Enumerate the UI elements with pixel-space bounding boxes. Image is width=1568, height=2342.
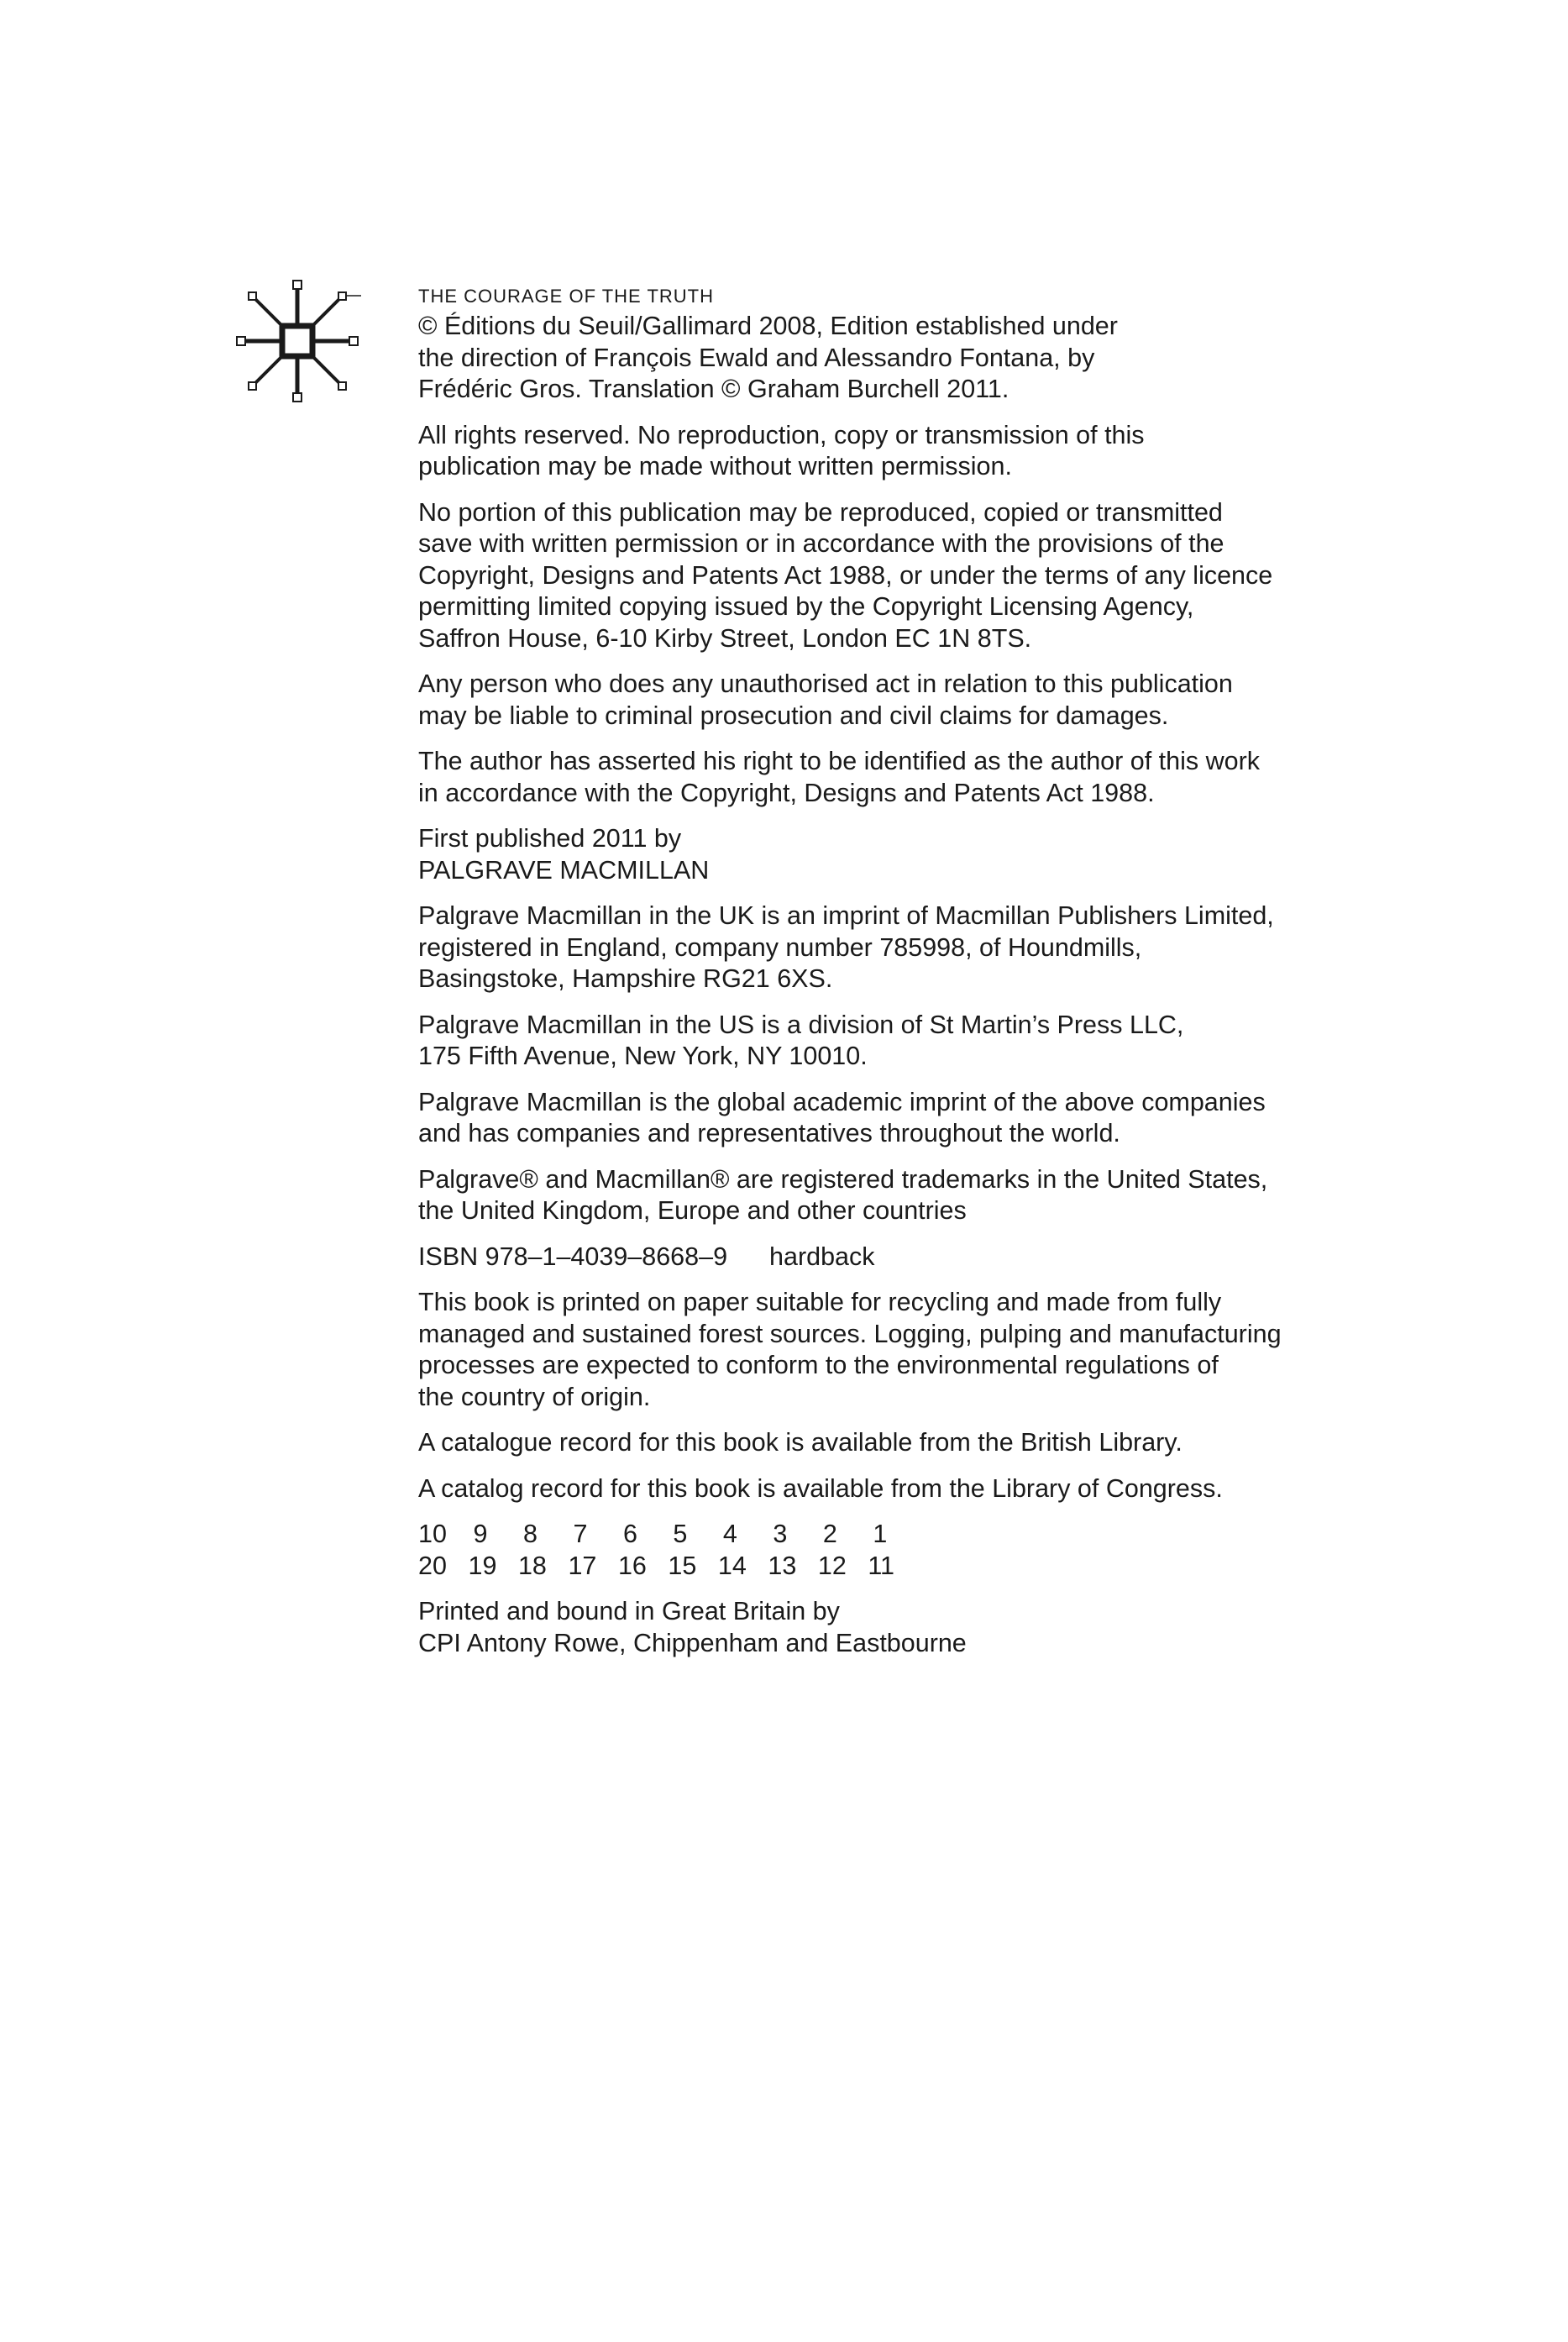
printing-number: 20	[418, 1551, 447, 1580]
global-imprint-line: and has companies and representatives throughout the world.	[418, 1119, 1120, 1147]
printing-number: 9	[473, 1520, 488, 1548]
library-of-congress-line: A catalog record for this book is available from the Library of Congress.	[418, 1473, 1223, 1503]
first-published-block	[418, 823, 1325, 886]
printing-number: 18	[517, 1551, 547, 1580]
paper-line: This book is printed on paper suitable for recycling and made from fully	[418, 1288, 1222, 1316]
isbn-format: hardback	[769, 1242, 875, 1271]
us-division-block	[418, 1010, 1325, 1073]
global-imprint-line: Palgrave Macmillan is the global academic imprint of the above companies	[418, 1087, 1266, 1116]
printing-number: 10	[418, 1520, 447, 1548]
printing-number: 7	[573, 1520, 588, 1548]
printing-number: 8	[522, 1520, 538, 1548]
paper-line: managed and sustained forest sources. Logging, pulping and manufacturing	[418, 1319, 1282, 1348]
printer-name: CPI Antony Rowe, Chippenham and Eastbourne	[418, 1628, 967, 1657]
printer-line: Printed and bound in Great Britain by	[418, 1597, 840, 1625]
printing-number: 11	[868, 1551, 895, 1580]
library-of-congress-record	[418, 1473, 1325, 1505]
portion-line: Copyright, Designs and Patents Act 1988, or under the terms of any licence	[418, 560, 1273, 590]
printing-number: 19	[468, 1551, 497, 1580]
trademark-line: the United Kingdom, Europe and other countries	[418, 1196, 967, 1225]
printing-numbers-row-2	[418, 1551, 1325, 1583]
printing-number: 17	[568, 1551, 597, 1580]
printing-number: 5	[673, 1520, 688, 1548]
us-division-line: Palgrave Macmillan in the US is a division of St Martin’s Press LLC,	[418, 1010, 1184, 1039]
portion-line: Saffron House, 6-10 Kirby Street, London EC 1N 8TS.	[418, 623, 1032, 653]
printing-number: 14	[717, 1551, 747, 1580]
printing-number: 16	[617, 1551, 647, 1580]
printing-number: 1	[873, 1520, 888, 1548]
printing-numbers-block	[418, 1519, 1325, 1582]
trademark-block	[418, 1164, 1325, 1227]
uk-imprint-line: Palgrave Macmillan in the UK is an imprint of Macmillan Publishers Limited,	[418, 901, 1274, 930]
author-rights-line: The author has asserted his right to be identified as the author of this work	[418, 747, 1260, 775]
isbn-block	[418, 1242, 1325, 1273]
liability-block	[418, 669, 1325, 732]
copyright-page-content	[418, 284, 1325, 1673]
printing-number: 15	[668, 1551, 697, 1580]
paper-block	[418, 1287, 1325, 1413]
rights-block	[418, 420, 1325, 483]
printing-number: 6	[622, 1520, 637, 1548]
uk-imprint-block	[418, 901, 1325, 995]
author-rights-line: in accordance with the Copyright, Designs and Patents Act 1988.	[418, 778, 1155, 807]
rights-line: publication may be made without written permission.	[418, 452, 1012, 480]
printing-number: 4	[722, 1520, 737, 1548]
printer-block	[418, 1596, 1325, 1659]
copyright-block	[418, 311, 1325, 406]
publisher-name: PALGRAVE MACMILLAN	[418, 855, 710, 885]
printing-number: 13	[768, 1551, 797, 1580]
first-published-line: First published 2011 by	[418, 824, 682, 853]
uk-imprint-line: registered in England, company number 785998, of Houndmills,	[418, 932, 1142, 962]
portion-block	[418, 497, 1325, 655]
printing-number: 12	[817, 1551, 847, 1580]
portion-line: permitting limited copying issued by the Copyright Licensing Agency,	[418, 592, 1194, 621]
copyright-line: the direction of François Ewald and Alessandro Fontana, by	[418, 343, 1095, 372]
portion-line: No portion of this publication may be reproduced, copied or transmitted	[418, 497, 1223, 527]
author-rights-block	[418, 746, 1325, 809]
copyright-line: © Éditions du Seuil/Gallimard 2008, Edition established under	[418, 312, 1118, 340]
paper-line: processes are expected to conform to the environmental regulations of	[418, 1351, 1219, 1379]
liability-line: may be liable to criminal prosecution and civil claims for damages.	[418, 701, 1169, 730]
british-library-record	[418, 1427, 1325, 1459]
paper-line: the country of origin.	[418, 1382, 651, 1411]
rights-line: All rights reserved. No reproduction, copy or transmission of this	[418, 420, 1145, 449]
printing-number: 3	[773, 1520, 788, 1548]
isbn-number: ISBN 978–1–4039–8668–9	[418, 1242, 728, 1271]
publisher-star-logo-icon	[230, 274, 364, 408]
global-imprint-block	[418, 1087, 1325, 1150]
portion-line: save with written permission or in accordance with the provisions of the	[418, 529, 1225, 558]
uk-imprint-line: Basingstoke, Hampshire RG21 6XS.	[418, 964, 833, 993]
trademark-line: Palgrave® and Macmillan® are registered trademarks in the United States,	[418, 1164, 1268, 1194]
printing-number: 2	[822, 1520, 837, 1548]
copyright-line: Frédéric Gros. Translation © Graham Burchell 2011.	[418, 375, 1009, 403]
us-division-line: 175 Fifth Avenue, New York, NY 10010.	[418, 1042, 868, 1070]
liability-line: Any person who does any unauthorised act in relation to this publication	[418, 670, 1233, 698]
series-title: THE COURAGE OF THE TRUTH	[418, 286, 714, 307]
printing-numbers-row-1	[418, 1519, 1325, 1551]
british-library-line: A catalogue record for this book is available from the British Library.	[418, 1428, 1183, 1457]
